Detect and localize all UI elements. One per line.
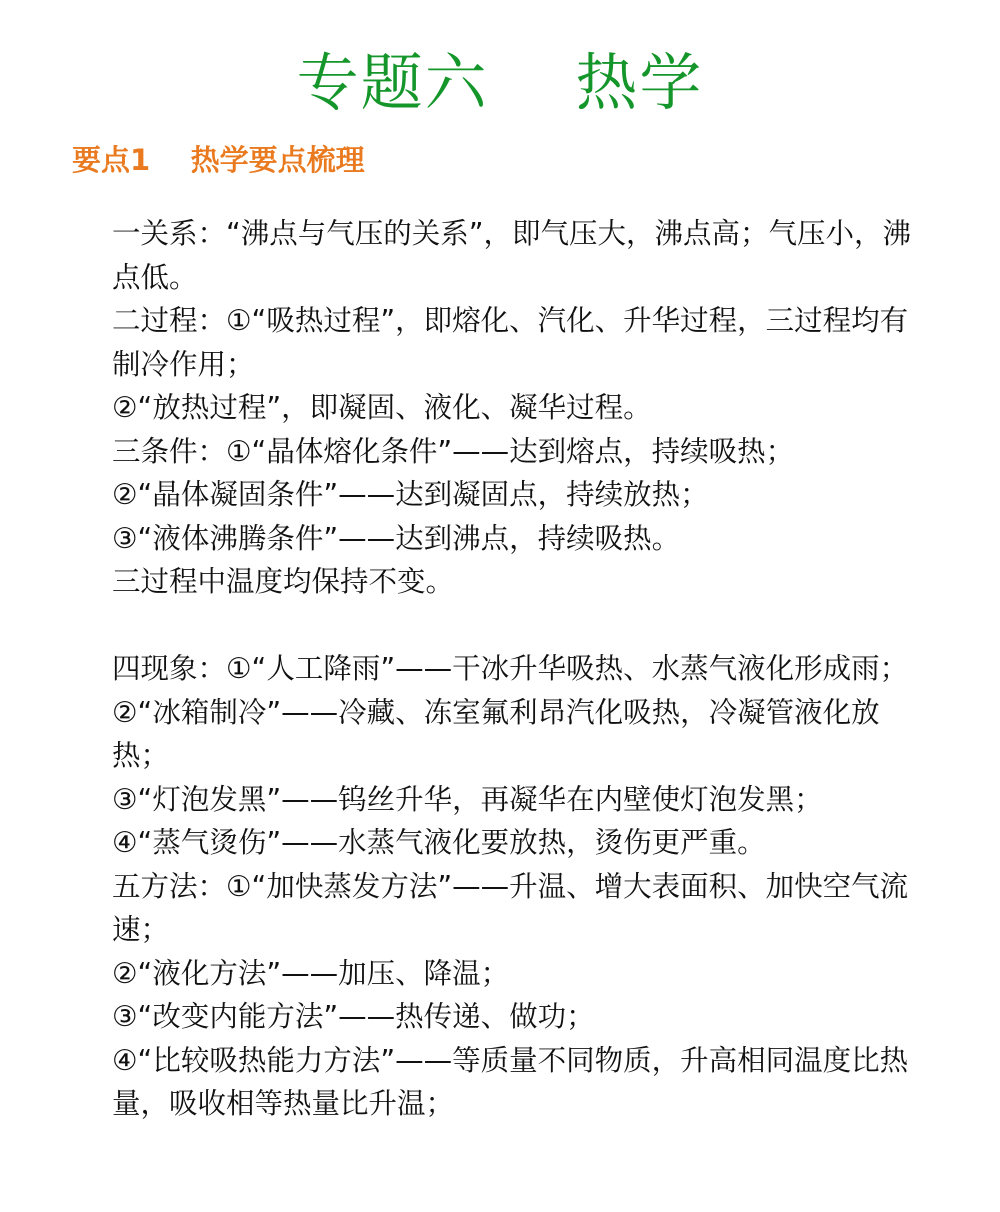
paragraph-phenomenon-2: ②“冰箱制冷”——冷藏、冻室氟利昂汽化吸热，冷凝管液化放热； [112,695,880,772]
content-body [112,212,924,1126]
paragraph-method-4: ④“比较吸热能力方法”——等质量不同物质，升高相同温度比热量，吸收相等热量比升温； [112,1043,909,1120]
section-heading: 要点1 热学要点梳理 [72,143,365,177]
paragraph-condition-2: ②“晶体凝固条件”——达到凝固点，持续放热； [112,478,709,511]
paragraph-process: 二过程：①“吸热过程”，即熔化、汽化、升华过程，三过程均有制冷作用； [112,304,909,381]
paragraph-phenomenon-3: ③“灯泡发黑”——钨丝升华，再凝华在内壁使灯泡发黑； [112,782,823,816]
paragraph-condition-note: 三过程中温度均保持不变。 [112,565,455,598]
paragraph-gap [112,604,924,648]
paragraph-condition-3: ③“液体沸腾条件”——达到沸点，持续吸热。 [112,521,681,555]
paragraph-method: 五方法：①“加快蒸发方法”——升温、增大表面积、加快空气流速； [112,869,909,946]
paragraph-condition: 三条件：①“晶体熔化条件”——达到熔点，持续吸热； [112,434,795,468]
page-title: 专题六 热学 [296,46,704,119]
paragraph-method-2: ②“液化方法”——加压、降温； [112,956,510,990]
paragraph-phenomenon: 四现象：①“人工降雨”——干冰升华吸热、水蒸气液化形成雨； [112,652,909,685]
paragraph-method-3: ③“改变内能方法”——热传递、做功； [112,1000,595,1033]
paragraph-process-2: ②“放热过程”，即凝固、液化、凝华过程。 [112,391,652,424]
paragraph-phenomenon-4: ④“蒸气烫伤”——水蒸气液化要放热，烫伤更严重。 [112,826,766,859]
paragraph-relation: 一关系：“沸点与气压的关系”，即气压大，沸点高；气压小，沸点低。 [112,217,912,294]
